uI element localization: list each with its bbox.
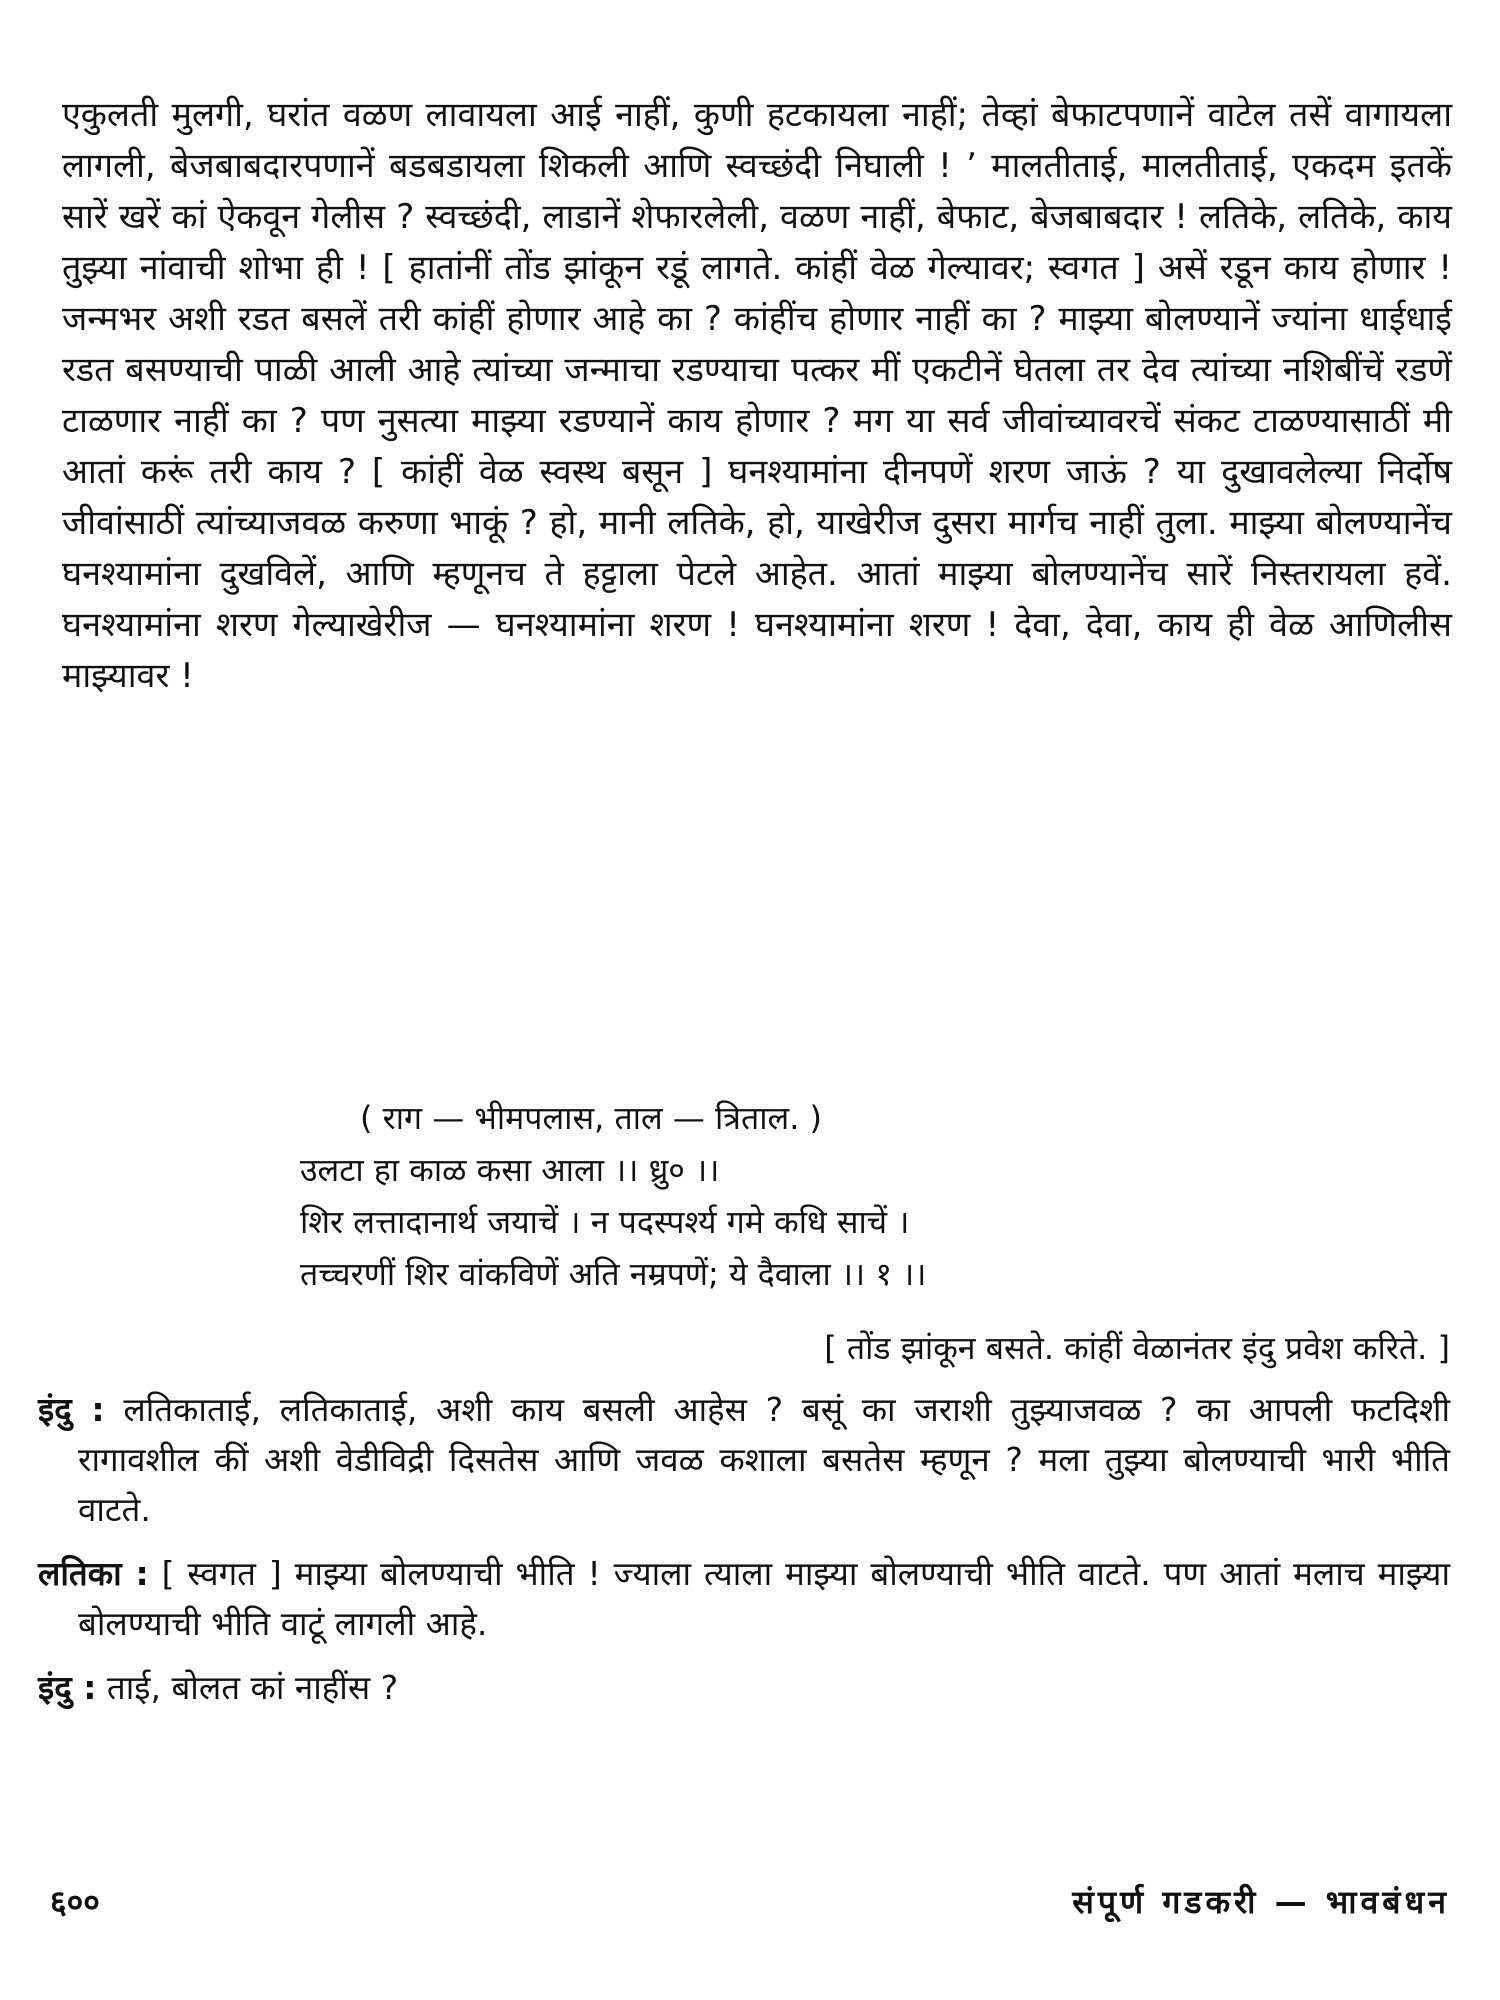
- song-block: [300, 1095, 1450, 1303]
- speech-text: ताई, बोलत कां नाहींस ?: [106, 1668, 399, 1707]
- dialogue-line: [38, 1385, 1450, 1535]
- monologue-paragraph: एकुलती मुलगी, घरांत वळण लावायला आई नाहीं, कुणी हटकायला नाहीं; तेव्हां बेफाटपणानें वाटेल तसें वागायला लागली, बेजबाबदारपणानें बडबडायला शिकली आणि स्वच्छंदी निघाली ! ’ मालतीताई, मालतीताई, एकदम इतकें सारें खरें कां ऐकवून गेलीस ? स्वच्छंदी, लाडानें शेफारलेली, वळण नाहीं, बेफाट, बेजबाबदार ! लतिके, लतिके, काय तुझ्या नांवाची शोभा ही ! [ हातांनीं तोंड झांकून रडूं लागते. कांहीं वेळ गेल्यावर; स्वगत ] असें रडून काय होणार ! जन्मभर अशी रडत बसलें तरी कांहीं होणार आहे का ? कांहींच होणार नाहीं का ? माझ्या बोलण्यानें ज्यांना धाईधाई रडत बसण्याची पाळी आली आहे त्यांच्या जन्माचा रडण्याचा पत्कर मीं एकटीनें घेतला तर देव त्यांच्या नशिबींचें रडणें टाळणार नाहीं का ? पण नुसत्या माझ्या रडण्यानें काय होणार ? मग या सर्व जीवांच्यावरचें संकट टाळण्यासाठीं मी आतां करूं तरी काय ? [ कांहीं वेळ स्वस्थ बसून ] घनश्यामांना दीनपणें शरण जाऊं ? या दुखावलेल्या निर्दोष जीवांसाठीं त्यांच्याजवळ करुणा भाकूं ? हो, मानी लतिके, हो, याखेरीज दुसरा मार्गच नाहीं तुला. माझ्या बोलण्यानेंच घनश्यामांना दुखविलें, आणि म्हणूनच ते हट्टाला पेटले आहेत. आतां माझ्या बोलण्यानेंच सारें निस्तरायला हवें. घनश्यामांना शरण गेल्याखेरीज — घनश्यामांना शरण ! घनश्यामांना शरण ! देवा, देवा, काय ही वेळ आणिलीस माझ्यावर !: [62, 95, 1452, 696]
- monologue-text: [62, 90, 1452, 702]
- song-line: उलटा हा काळ कसा आला ।। ध्रु० ।।: [300, 1151, 720, 1189]
- speaker-name: इंदु :: [38, 1668, 97, 1707]
- page-number: ६००: [50, 1883, 100, 1921]
- dialogue-line: [38, 1549, 1450, 1649]
- raga-tala-heading: ( राग — भीमपलास, ताल — त्रिताल. ): [360, 1099, 823, 1137]
- speaker-name: इंदु :: [38, 1390, 105, 1429]
- stage-direction: [ तोंड झांकून बसते. कांहीं वेळानंतर इंदु प्रवेश करिते. ]: [824, 1329, 1450, 1367]
- running-title: संपूर्ण गडकरी — भावबंधन: [1072, 1883, 1450, 1921]
- dialogue-line: [38, 1663, 1450, 1713]
- speaker-name: लतिका :: [38, 1554, 149, 1593]
- speech-text: लतिकाताई, लतिकाताई, अशी काय बसली आहेस ? बसूं का जराशी तुझ्याजवळ ? का आपली फटदिशी रागावशील कीं अशी वेडीविद्री दिसतेस आणि जवळ कशाला बसतेस म्हणून ? मला तुझ्या बोलण्याची भारी भीति वाटते.: [78, 1390, 1451, 1529]
- page-footer: [40, 1880, 1450, 1930]
- song-line: तच्चरणीं शिर वांकविणें अति नम्रपणें; ये दैवाला ।। १ ।।: [300, 1255, 927, 1293]
- song-line: शिर लत्तादानार्थ जयाचें । न पदस्पर्श्य गमे कधि साचें ।: [300, 1203, 910, 1241]
- dialogue-block: [38, 1385, 1450, 1727]
- speech-text: [ स्वगत ] माझ्या बोलण्याची भीति ! ज्याला त्याला माझ्या बोलण्याची भीति वाटते. पण आतां मलाच माझ्या बोलण्याची भीति वाटूं लागली आहे.: [78, 1554, 1450, 1643]
